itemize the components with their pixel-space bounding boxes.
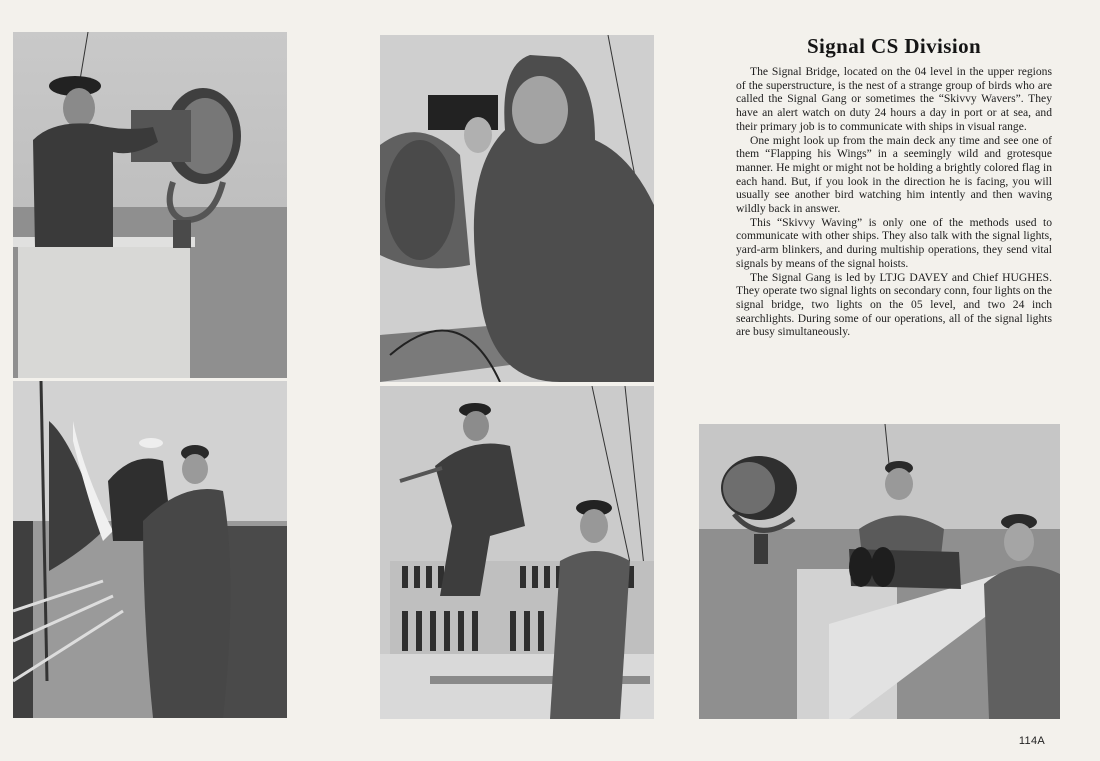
photo-lookouts-with-binoculars <box>699 424 1060 719</box>
article-paragraph: One might look up from the main deck any time and see one of them “Flapping his Wings” in a seemingly wild and grotesque manner. He might or might not be holding a brightly colored flag in each hand. But, if you look in the direction he is facing, you will usually see another bird watching him intently and then waving wildly back in answer. <box>736 133 1052 216</box>
article-paragraph: The Signal Gang is led by LTJG DAVEY and Chief HUGHES. They operate two signal lights on secondary conn, four lights on the signal bridge, two lights on the 05 level, and two 24 inch searchlights. During some of our operations, all of the signal lights are busy simultaneously. <box>736 270 1052 339</box>
photo-semaphore-signalmen <box>380 386 654 719</box>
page-number: 114A <box>1018 735 1045 747</box>
article-body <box>736 65 1052 339</box>
photo-hooded-sailor-with-light <box>380 35 654 382</box>
photo-sailor-with-signal-light <box>13 32 287 378</box>
article-paragraph: The Signal Bridge, located on the 04 level in the upper regions of the superstructure, is the nest of a strange group of birds who are called the Signal Gang or sometimes the “Skivvy Wavers”. They have an alert watch on duty 24 hours a day in port or at sea, and their primary job is to communicate with ships in visual range. <box>736 65 1052 133</box>
photo-signalmen-with-flags <box>13 381 287 718</box>
article <box>736 34 1052 339</box>
article-paragraph: This “Skivvy Waving” is only one of the methods used to communicate with other ships. They also talk with the signal lights, yard-arm blinkers, and during multiship operations, they send vital signals by means of the signal hoists. <box>736 215 1052 270</box>
article-title: Signal CS Division <box>806 34 982 58</box>
